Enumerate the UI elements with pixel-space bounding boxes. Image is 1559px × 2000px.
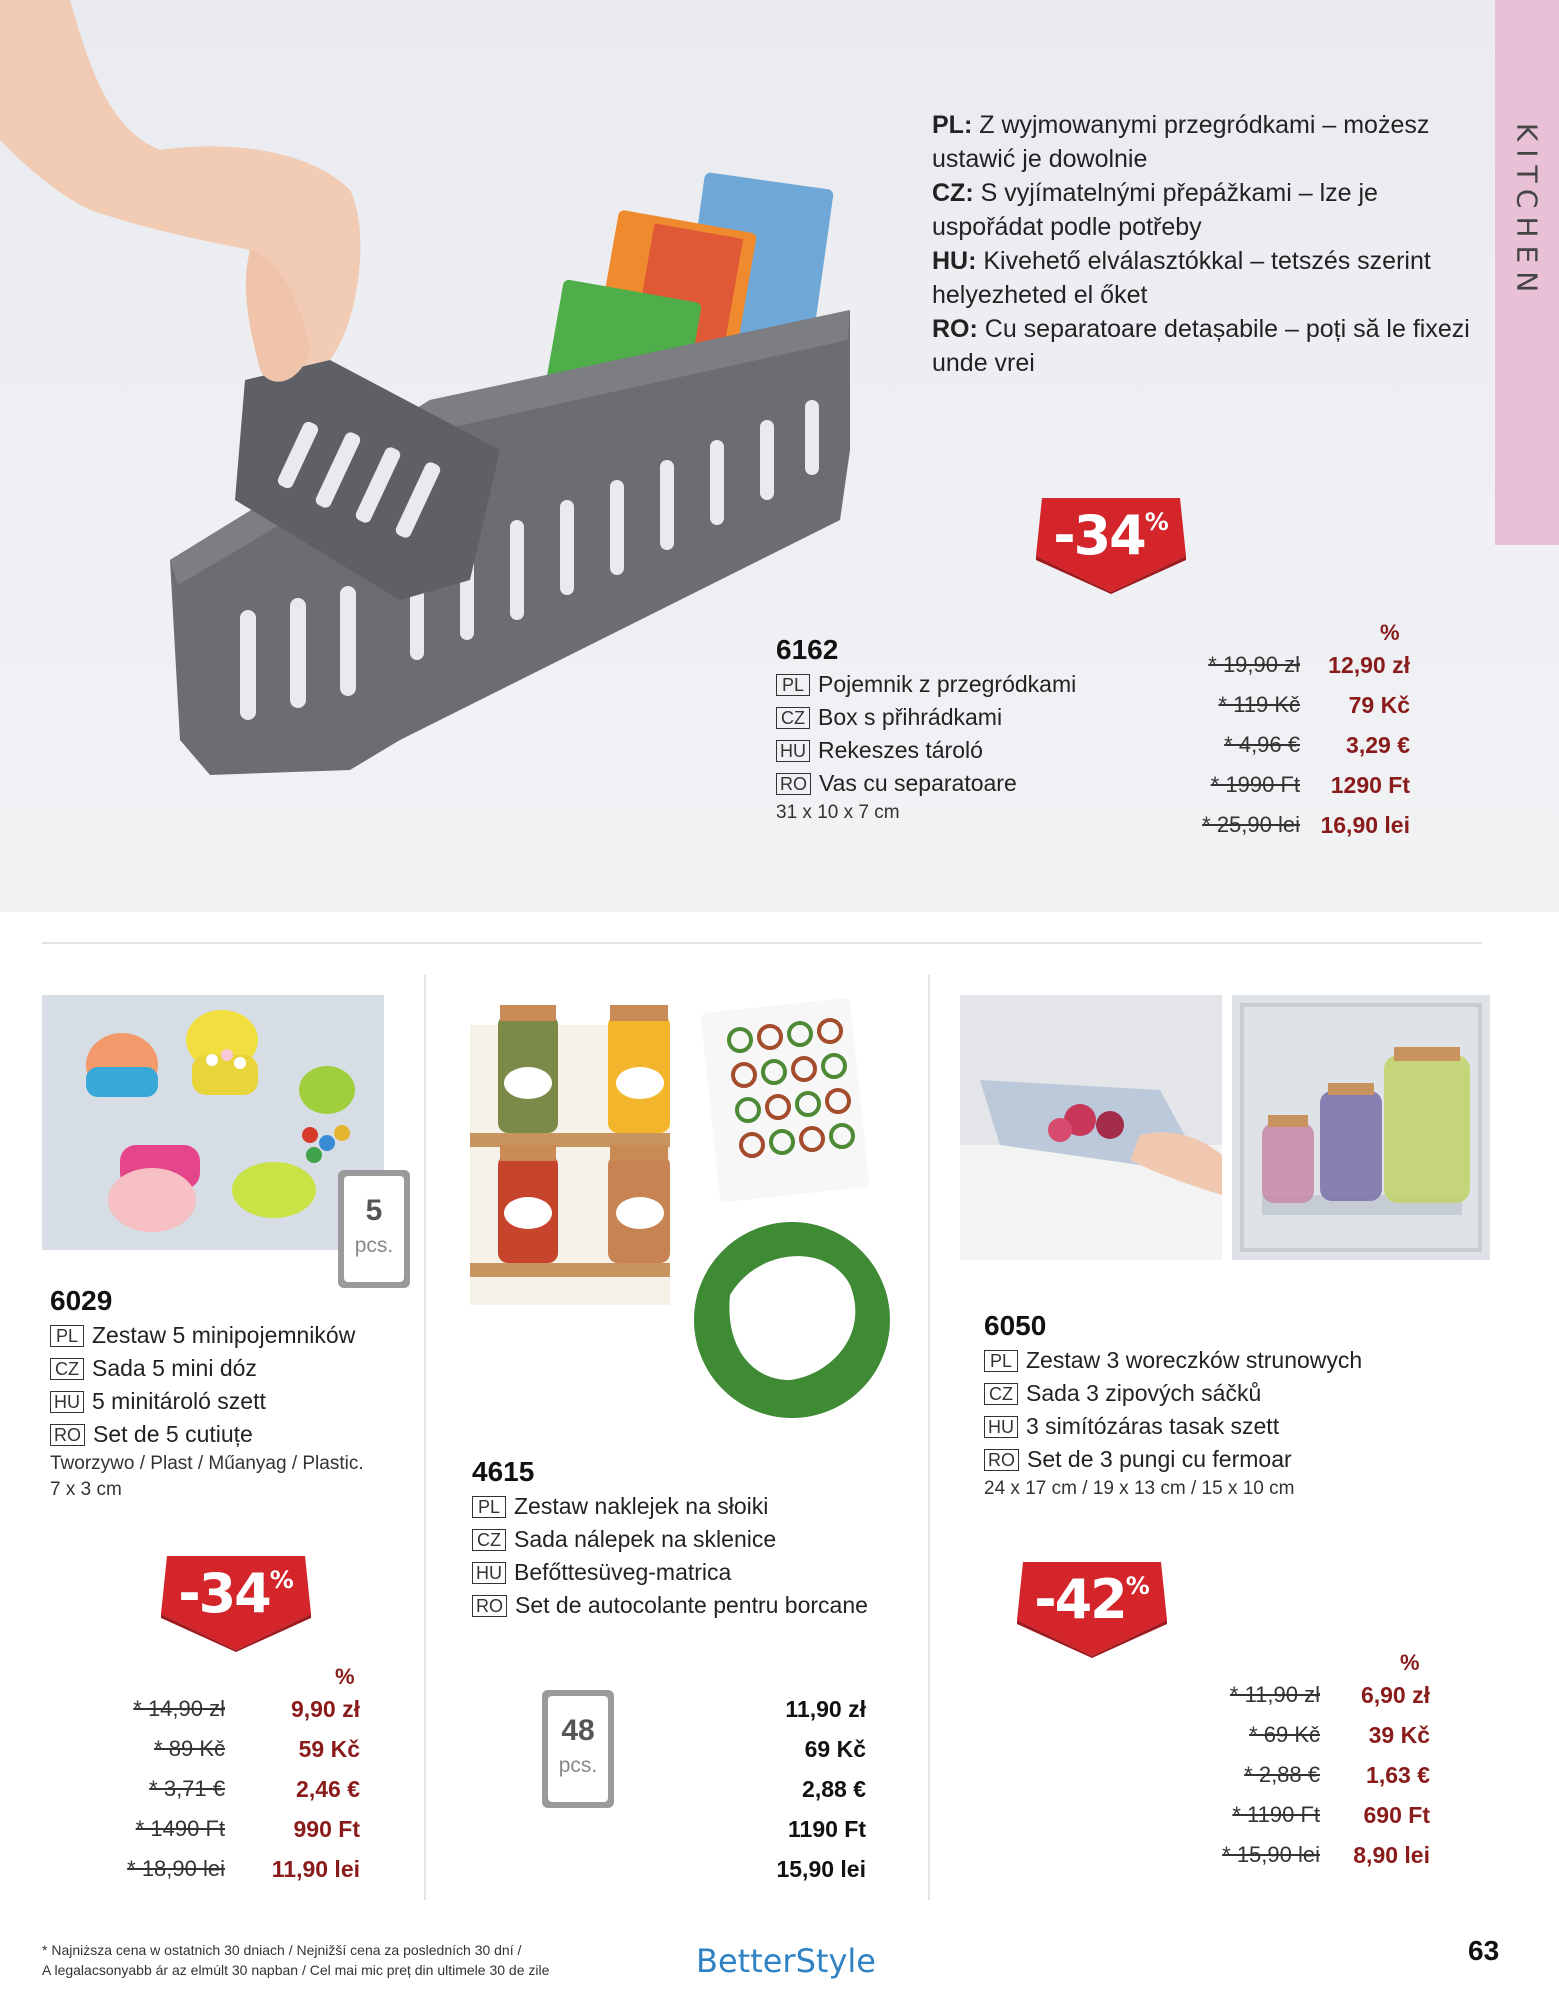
price-table-4615 (700, 1694, 868, 1894)
name-hu: HU 5 minitároló szett (50, 1385, 420, 1418)
old-price: * 4,96 € (1224, 732, 1300, 757)
jar-stickers-photo (470, 995, 890, 1435)
percent-label: % (335, 1664, 355, 1689)
name-pl: PL Zestaw naklejek na słoiki (472, 1490, 912, 1523)
name-cz: CZ Sada nálepek na sklenice (472, 1523, 912, 1556)
product-dimensions: 7 x 3 cm (50, 1479, 122, 1500)
new-price: 79 Kč (1348, 692, 1410, 718)
product-code: 6162 (776, 634, 839, 665)
product-dimensions: 24 x 17 cm / 19 x 13 cm / 15 x 10 cm (984, 1478, 1295, 1499)
name-hu: HU Befőttesüveg-matrica (472, 1556, 912, 1589)
new-price: 59 Kč (298, 1736, 360, 1762)
new-price: 6,90 zł (1360, 1682, 1430, 1708)
name-ro: RO Set de 5 cutiuțe (50, 1418, 420, 1451)
name-pl: PL Zestaw 3 woreczków strunowych (984, 1344, 1404, 1377)
feature-description (932, 108, 1472, 380)
product-6050-info (984, 1310, 1404, 1502)
product-code: 6050 (984, 1310, 1047, 1341)
price: 2,88 € (802, 1776, 866, 1802)
name-pl: PL Pojemnik z przegródkami (776, 668, 1156, 701)
section-divider (42, 942, 1482, 944)
percent-label: % (1380, 620, 1400, 645)
organizer-product-photo (0, 0, 880, 900)
brand-logo: BetterStyle (696, 1942, 876, 1980)
lowest-price-footnote: * Najniższa cena w ostatnich 30 dniach / Nejnižší cena za posledních 30 dní / A legalacsonyabb ár az elmúlt 30 napban / Cel mai mic preț din ultimele 30 de zile (42, 1942, 550, 1978)
product-name-list (776, 668, 1156, 800)
product-name-list (984, 1344, 1404, 1476)
page-number: 63 (1468, 1935, 1500, 1966)
name-pl: PL Zestaw 5 minipojemników (50, 1319, 420, 1352)
new-price: 11,90 lei (271, 1856, 360, 1882)
product-name-list (472, 1490, 912, 1622)
new-price: 9,90 zł (290, 1696, 360, 1722)
old-price: * 1990 Ft (1210, 772, 1300, 797)
product-dimensions: 31 x 10 x 7 cm (776, 802, 900, 823)
old-price: * 89 Kč (154, 1736, 225, 1761)
price: 69 Kč (804, 1736, 866, 1762)
zip-bag-hand-photo (960, 995, 1222, 1260)
discount-badge-6050: -42% (1017, 1562, 1167, 1658)
price-table-6162 (1160, 620, 1410, 850)
pieces-badge: 5 pcs. (338, 1170, 410, 1288)
new-price: 1290 Ft (1330, 772, 1410, 798)
old-price: * 11,90 zł (1229, 1682, 1320, 1707)
price-table-6050 (1180, 1650, 1430, 1880)
feature-line-pl: PL: Z wyjmowanymi przegródkami – możesz ustawić je dowolnie (932, 111, 1430, 173)
feature-line-ro: RO: Cu separatoare detașabile – poți să le fixezi unde vrei (932, 315, 1470, 377)
old-price: * 3,71 € (149, 1776, 225, 1801)
old-price: * 2,88 € (1244, 1762, 1320, 1787)
product-code: 4615 (472, 1456, 535, 1487)
new-price: 2,46 € (296, 1776, 360, 1802)
price: 1190 Ft (788, 1816, 866, 1842)
feature-line-hu: HU: Kivehető elválasztókkal – tetszés szerint helyezheted el őket (932, 247, 1431, 309)
name-hu: HU 3 simítózáras tasak szett (984, 1410, 1404, 1443)
old-price: * 1490 Ft (135, 1816, 225, 1841)
old-price: * 1190 Ft (1232, 1802, 1320, 1827)
product-4615-info (472, 1456, 912, 1622)
percent-label: % (1400, 1650, 1420, 1675)
new-price: 12,90 zł (1328, 652, 1410, 678)
discount-badge-6029: -34% (161, 1556, 311, 1652)
price: 11,90 zł (785, 1696, 866, 1722)
column-divider (424, 975, 426, 1900)
new-price: 690 Ft (1363, 1802, 1430, 1828)
category-label: KITCHEN (1510, 122, 1544, 301)
mini-containers-photo (42, 995, 384, 1250)
product-name-list (50, 1319, 420, 1451)
name-ro: RO Set de autocolante pentru borcane (472, 1589, 912, 1622)
category-side-tab (1495, 0, 1559, 545)
name-ro: RO Set de 3 pungi cu fermoar (984, 1443, 1404, 1476)
old-price: * 15,90 lei (1222, 1842, 1320, 1867)
name-cz: CZ Sada 3 zipových sáčků (984, 1377, 1404, 1410)
old-price: * 69 Kč (1249, 1722, 1320, 1747)
name-cz: CZ Sada 5 mini dóz (50, 1352, 420, 1385)
new-price: 1,63 € (1366, 1762, 1430, 1788)
pieces-badge: 48 pcs. (542, 1690, 614, 1808)
product-6162-info (776, 634, 1156, 826)
new-price: 8,90 lei (1353, 1842, 1430, 1868)
new-price: 39 Kč (1368, 1722, 1430, 1748)
old-price: * 25,90 lei (1202, 812, 1300, 837)
new-price: 3,29 € (1346, 732, 1410, 758)
column-divider (928, 975, 930, 1900)
price: 15,90 lei (776, 1856, 866, 1882)
new-price: 990 Ft (293, 1816, 360, 1842)
new-price: 16,90 lei (1320, 812, 1410, 838)
zip-bags-fridge-photo (1232, 995, 1490, 1260)
old-price: * 119 Kč (1218, 692, 1300, 717)
name-cz: CZ Box s přihrádkami (776, 701, 1156, 734)
name-ro: RO Vas cu separatoare (776, 767, 1156, 800)
product-code: 6029 (50, 1285, 113, 1316)
discount-badge-6162: -34% (1036, 498, 1186, 594)
price-table-6029 (110, 1664, 360, 1894)
product-6029-info (50, 1285, 420, 1503)
old-price: * 14,90 zł (133, 1696, 225, 1721)
old-price: * 18,90 lei (127, 1856, 225, 1881)
product-material: Tworzywo / Plast / Műanyag / Plastic. (50, 1453, 364, 1474)
feature-line-cz: CZ: S vyjímatelnými přepážkami – lze je uspořádat podle potřeby (932, 179, 1378, 241)
name-hu: HU Rekeszes tároló (776, 734, 1156, 767)
old-price: * 19,90 zł (1208, 652, 1300, 677)
